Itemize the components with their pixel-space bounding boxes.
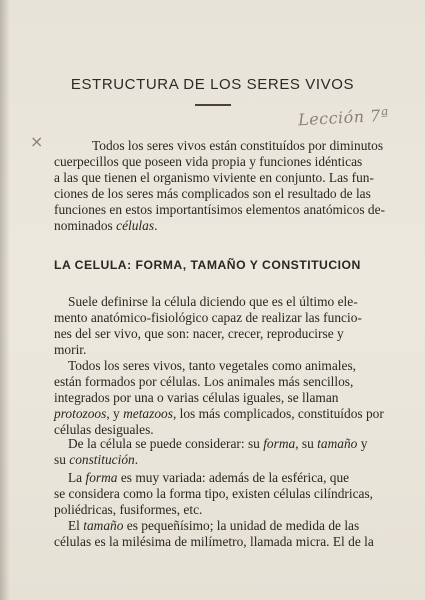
title-rule: [195, 104, 231, 106]
p2-line: integrados por una o varias células iguales, se llaman: [54, 390, 339, 405]
intro-line: cuerpecillos que poseen vida propia y funciones idénticas: [54, 154, 363, 169]
page-title: ESTRUCTURA DE LOS SERES VIVOS: [70, 76, 355, 93]
intro-line: nominados células.: [54, 218, 158, 233]
p2-line: células desiguales.: [54, 422, 154, 437]
term-protozoos: protozoos: [54, 406, 107, 421]
p5-line: El tamaño es pequeñísimo; la unidad de medida de las: [68, 518, 360, 533]
term-tamano: tamaño: [83, 518, 124, 533]
p4-line: poliédricas, fusiformes, etc.: [54, 502, 203, 517]
page-edge-shadow: [0, 0, 10, 600]
p5-line: células es la milésima de milímetro, llamada micra. El de la: [54, 534, 374, 549]
p2-line: Todos los seres vivos, tanto vegetales como animales,: [68, 358, 357, 373]
section-heading: LA CELULA: FORMA, TAMAÑO Y CONSTITUCION: [54, 258, 361, 272]
p1-line: nes del ser vivo, que son: nacer, crecer, reproducirse y: [54, 326, 344, 341]
paragraph-tamano: [54, 518, 392, 550]
p1-line: mento anatómico-fisiológico capaz de realizar las funcio-: [54, 310, 362, 325]
p2-line: protozoos, y metazoos, los más complicados, constituídos por: [54, 406, 384, 421]
p4-line: La forma es muy variada: además de la esférica, que: [68, 470, 350, 485]
term-tamano: tamaño: [317, 436, 358, 451]
intro-line: Todos los seres vivos están constituídos por diminutos: [92, 138, 384, 153]
handwritten-note: Lección 7ª: [297, 105, 390, 130]
margin-x-mark: ×: [30, 132, 44, 151]
paragraph-definition: [54, 294, 392, 358]
p3-line: su constitución.: [54, 452, 139, 467]
intro-line: funciones en estos importantísimos elementos anatómicos de-: [54, 202, 385, 217]
paragraph-seres-vivos: [54, 358, 392, 438]
p1-line: Suele definirse la célula diciendo que es el último ele-: [68, 294, 358, 309]
intro-line: ciones de los seres más complicados son el resultado de las: [54, 186, 371, 201]
p3-line: De la célula se puede considerar: su forma, su tamaño y: [68, 436, 368, 451]
term-metazoos: metazoos: [123, 406, 173, 421]
p4-line: se considera como la forma tipo, existen células cilíndricas,: [54, 486, 374, 501]
intro-line: a las que tienen el organismo viviente en conjunto. Las fun-: [54, 170, 374, 185]
p2-line: están formados por células. Los animales más sencillos,: [54, 374, 354, 389]
p1-line: morir.: [54, 342, 87, 357]
term-forma: forma: [263, 436, 296, 451]
paragraph-consider: [54, 436, 392, 468]
term-constitucion: constitución: [69, 452, 135, 467]
intro-paragraph: [54, 138, 392, 234]
term-forma: forma: [85, 470, 118, 485]
term-celulas: células: [116, 218, 155, 233]
paragraph-forma: [54, 470, 392, 518]
